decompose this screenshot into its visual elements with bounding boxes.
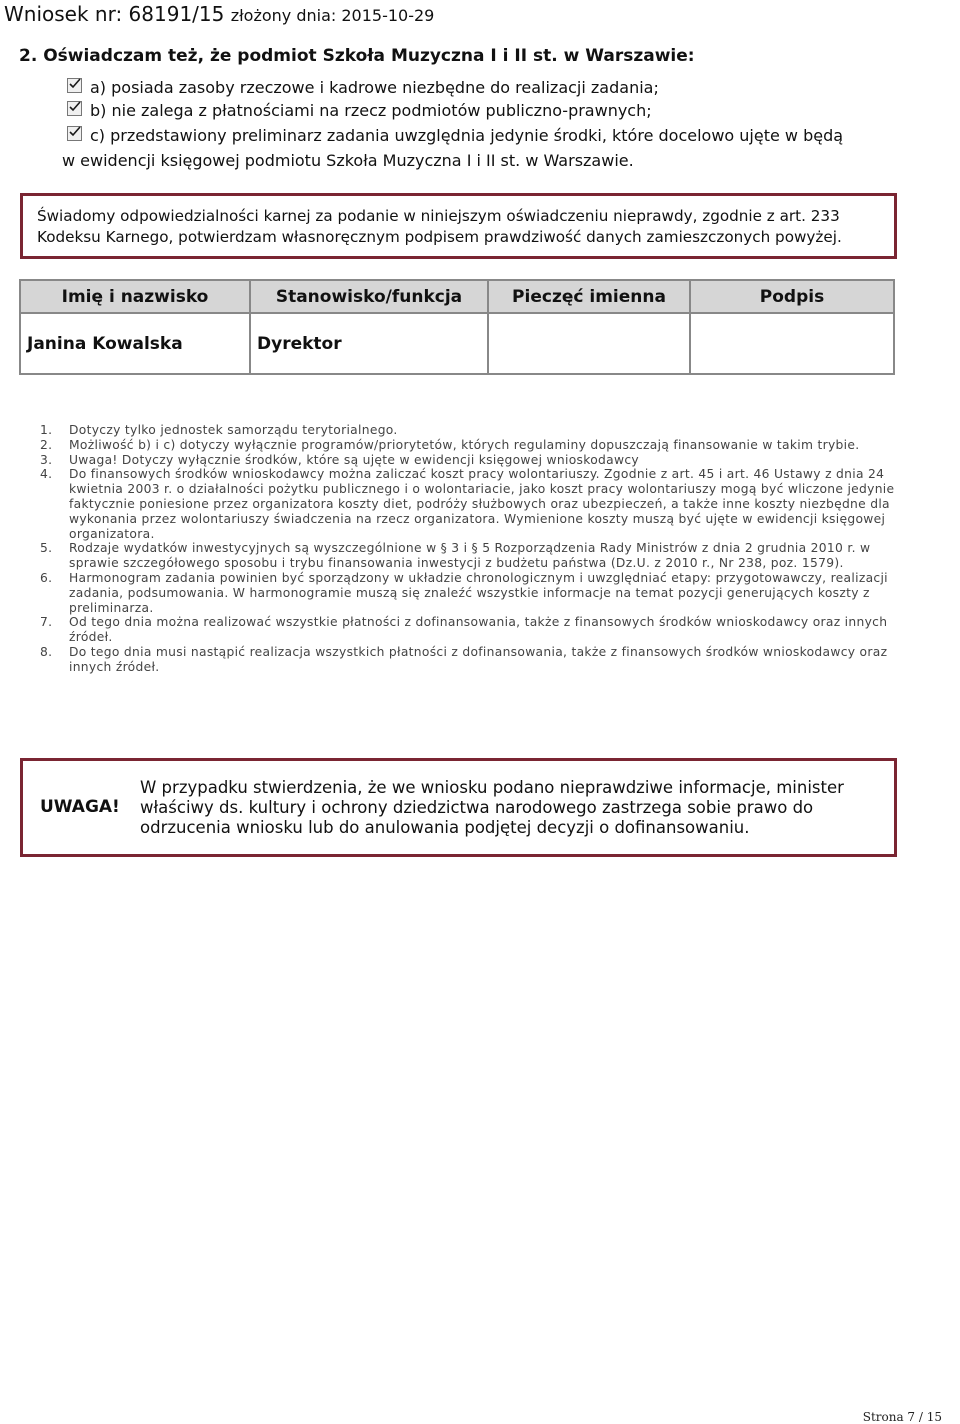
- warning-text: W przypadku stwierdzenia, że we wniosku podano nieprawdziwe informacje, minister właściwy ds. kultury i ochrony dziedzictwa narodowego zastrzega sobie prawo do odrzucenia wniosku lub do anulowania podjętej decyzji o dofinansowaniu.: [140, 778, 844, 837]
- footnote: 8. Do tego dnia musi nastąpić realizacja wszystkich płatności z dofinansowania, także z finansowych środków wnioskodawcy oraz innych źródeł.: [40, 644, 888, 674]
- footnote: 4. Do finansowych środków wnioskodawcy można zaliczać koszt pracy wolontariuszy. Zgodnie z art. 45 i art. 46 Ustawy z dnia 24 kwietnia 2003 r. o działalności pożytku publicznego i o wolontariacie, jako koszt pracy wolontariuszy mogą być wliczone jedynie faktycznie poniesione przez organizatora koszty diet, podróży służbowych oraz ubezpieczeń, a także inne koszty niezbędne dla wykonania przez wolontariuszy świadczenia na rzecz organizatora. Wymienione koszty muszą być ujęte w ewidencji księgowej organizatora.: [40, 467, 895, 541]
- checklist-item-label: c) przedstawiony preliminarz zadania uwzględnia jedynie środki, które docelowo ujęte w będą: [90, 126, 844, 145]
- footnote: 5. Rodzaje wydatków inwestycyjnych są wyszczególnione w § 3 i § 5 Rozporządzenia Rady Ministrów z dnia 2 grudnia 2010 r. w sprawie szczegółowego sposobu i trybu finansowania inwestycji z budżetu państwa (Dz.U. z 2010 r., Nr 238, poz. 1579).: [40, 541, 871, 571]
- warning-label: UWAGA!: [40, 797, 120, 817]
- column-header-signature: Podpis: [690, 280, 894, 313]
- column-header-name: Imię i nazwisko: [20, 280, 250, 313]
- checklist-item-b: [67, 101, 652, 120]
- declaration-text: Świadomy odpowiedzialności karnej za podanie w niniejszym oświadczeniu nieprawdy, zgodnie z art. 233 Kodeksu Karnego, potwierdzam własnoręcznym podpisem prawdziwość danych zamieszczonych powyżej.: [37, 207, 842, 246]
- checklist-item-label: a) posiada zasoby rzeczowe i kadrowe niezbędne do realizacji zadania;: [90, 78, 659, 97]
- checklist-item-c-continuation: w ewidencji księgowej podmiotu Szkoła Muzyczna I i II st. w Warszawie.: [62, 151, 634, 170]
- submission-date: złożony dnia: 2015-10-29: [230, 6, 435, 25]
- declaration-box: [20, 193, 897, 259]
- page-number: Strona 7 / 15: [862, 1410, 942, 1424]
- column-header-stamp: Pieczęć imienna: [488, 280, 690, 313]
- footnote: 2. Możliwość b) i c) dotyczy wyłącznie programów/priorytetów, których regulaminy dopuszczają finansowanie w takim trybie.: [40, 437, 860, 452]
- checkbox-checked-icon[interactable]: [67, 101, 82, 116]
- footnote: 6. Harmonogram zadania powinien być sporządzony w układzie chronologicznym i uwzględniać etapy: przygotowawczy, realizacji zadania, podsumowania. W harmonogramie muszą się znaleźć wszystkie informacje na temat pozycji generujących koszty z preliminarza.: [40, 570, 888, 615]
- cell-name: Janina Kowalska: [20, 313, 250, 374]
- section-title: 2. Oświadczam też, że podmiot Szkoła Muzyczna I i II st. w Warszawie:: [19, 46, 695, 66]
- table-row: [20, 313, 894, 374]
- signature-table: [19, 279, 895, 375]
- footnotes-list: [40, 423, 900, 675]
- warning-box: [20, 758, 897, 857]
- cell-position: Dyrektor: [250, 313, 488, 374]
- footnote: 3. Uwaga! Dotyczy wyłącznie środków, które są ujęte w ewidencji księgowej wnioskodawcy: [40, 452, 639, 467]
- checklist-item-c: [67, 126, 843, 145]
- column-header-position: Stanowisko/funkcja: [250, 280, 488, 313]
- checklist-item-a: [67, 78, 659, 97]
- checkbox-checked-icon[interactable]: [67, 126, 82, 141]
- cell-signature: [690, 313, 894, 374]
- table-header-row: [20, 280, 894, 313]
- cell-stamp: [488, 313, 690, 374]
- footnote: 1. Dotyczy tylko jednostek samorządu terytorialnego.: [40, 423, 398, 437]
- document-header: [4, 2, 434, 26]
- footnote: 7. Od tego dnia można realizować wszystkie płatności z dofinansowania, także z finansowych środków wnioskodawcy oraz innych źródeł.: [40, 615, 888, 645]
- checklist-item-label: b) nie zalega z płatnościami na rzecz podmiotów publiczno-prawnych;: [90, 101, 652, 120]
- application-number: Wniosek nr: 68191/15: [4, 2, 225, 26]
- checkbox-checked-icon[interactable]: [67, 78, 82, 93]
